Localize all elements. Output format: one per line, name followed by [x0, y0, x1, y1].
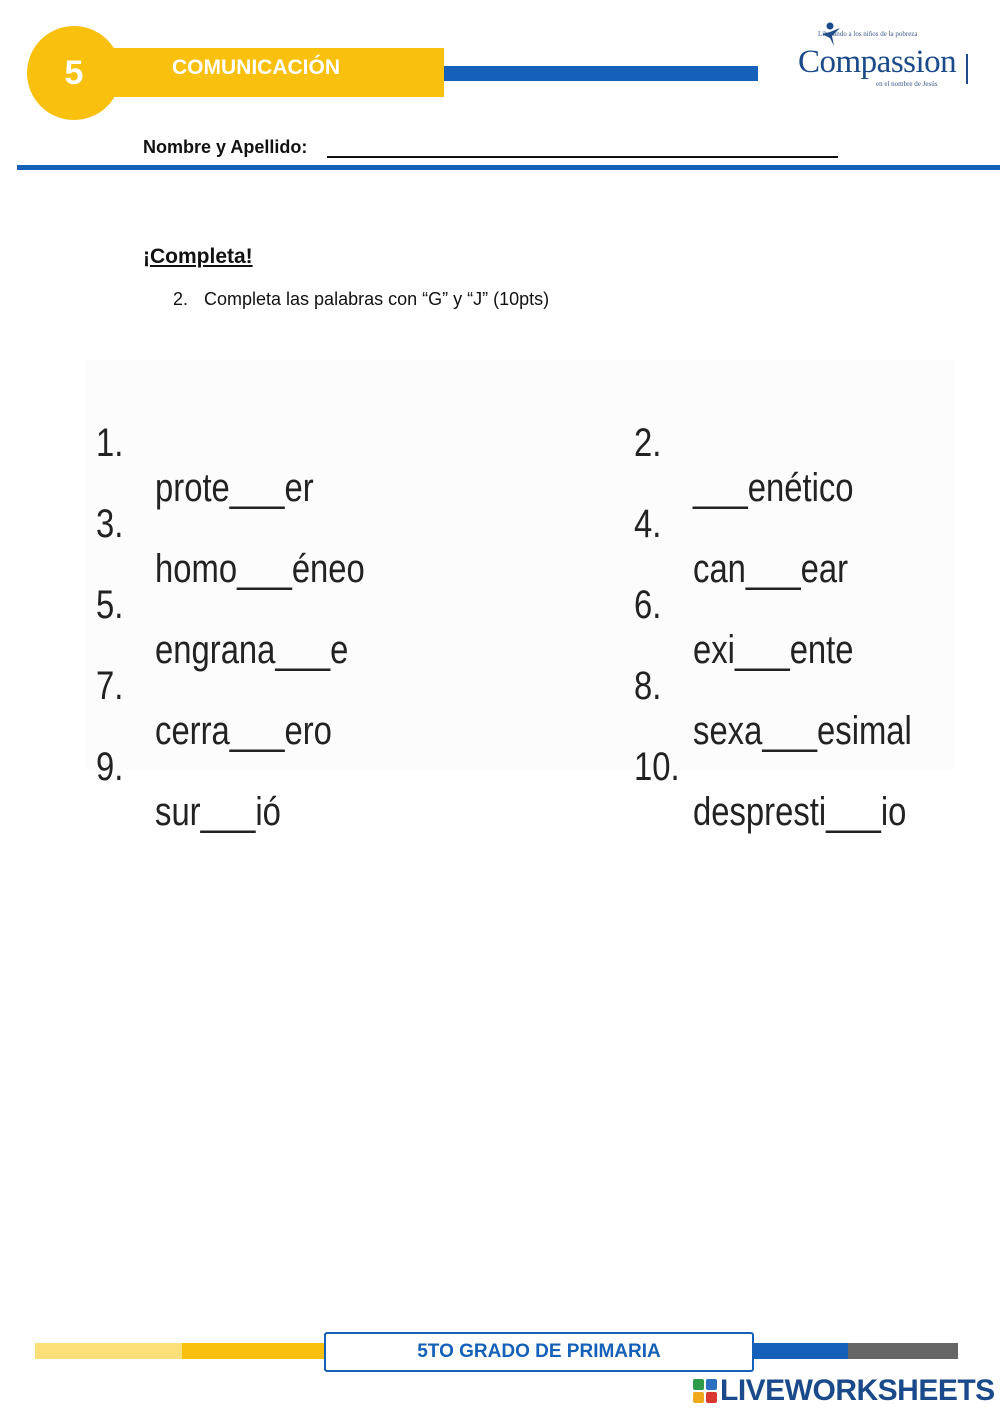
- item-word: despresti___io: [693, 790, 907, 834]
- footer-stripe-yellow: [182, 1343, 324, 1359]
- item-number: 9.: [96, 745, 124, 789]
- instruction-text: Completa las palabras con “G” y “J” (10pts): [204, 289, 550, 309]
- exercise-block: [86, 360, 954, 834]
- footer-stripe-light-yellow: [35, 1343, 182, 1359]
- item-number: 5.: [96, 583, 124, 627]
- grade-level-label: 5TO GRADO DE PRIMARIA: [324, 1332, 754, 1372]
- item-word: sexa___esimal: [693, 709, 912, 753]
- grade-number: 5: [64, 53, 84, 92]
- instruction-number: 2.: [173, 289, 189, 309]
- item-number: 4.: [634, 502, 662, 546]
- section-title: ¡Completa!: [143, 245, 253, 268]
- header-rule: [17, 165, 1000, 170]
- item-word: ___enético: [693, 466, 854, 510]
- item-number: 2.: [634, 421, 662, 465]
- item-number: 1.: [96, 421, 124, 465]
- liveworksheets-logo-icon: [692, 1378, 718, 1404]
- header-stripe: [444, 66, 758, 81]
- footer-stripe-blue: [752, 1343, 848, 1359]
- liveworksheets-brand: LIVEWORKSHEETS: [720, 1374, 995, 1407]
- item-word: prote___er: [155, 466, 314, 510]
- item-number: 3.: [96, 502, 124, 546]
- item-word: cerra___ero: [155, 709, 332, 753]
- logo-subline: en el nombre de Jesús: [876, 80, 938, 88]
- item-word: homo___éneo: [155, 547, 365, 591]
- item-word: engrana___e: [155, 628, 349, 672]
- logo-name: Compassion: [798, 44, 957, 80]
- item-number: 6.: [634, 583, 662, 627]
- logo-separator: [966, 54, 968, 84]
- footer-stripe-gray: [848, 1343, 958, 1359]
- item-word: can___ear: [693, 547, 849, 591]
- item-number: 7.: [96, 664, 124, 708]
- subject-label: COMUNICACIÓN: [172, 56, 340, 79]
- item-word: exi___ente: [693, 628, 854, 672]
- item-word: sur___ió: [155, 790, 281, 834]
- logo-tagline: Liberando a los niños de la pobreza: [818, 30, 918, 38]
- item-number: 10.: [634, 745, 680, 789]
- name-field-line[interactable]: [327, 156, 838, 158]
- name-label: Nombre y Apellido:: [143, 137, 308, 157]
- item-number: 8.: [634, 664, 662, 708]
